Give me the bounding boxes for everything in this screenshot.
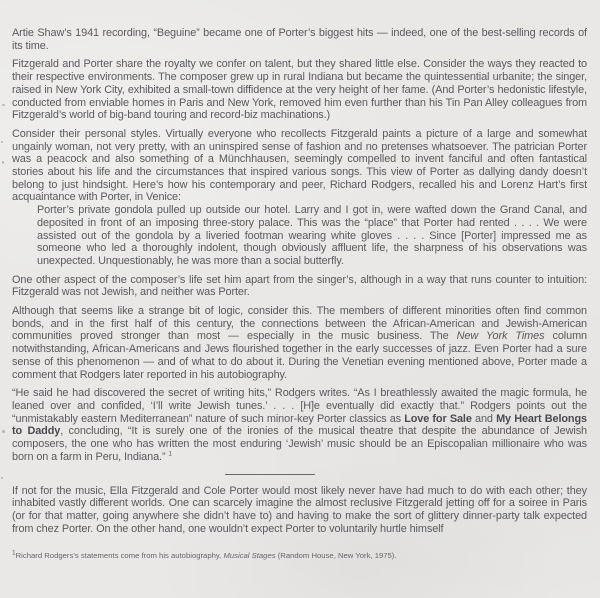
- scan-speck: [1, 477, 3, 479]
- bold-text-run: My Heart Belongs to Daddy: [12, 412, 587, 438]
- body-paragraph: [12, 27, 587, 52]
- scan-speck: [1, 141, 3, 143]
- body-paragraph: [12, 485, 587, 536]
- footnote-marker: 1: [168, 450, 172, 458]
- text-run: column notwithstanding, African-Americans and Jews flourished together in the early successes of jazz. Even Porter had a sure sense of this phenomenon — and of what to do about it. During the Venetian evening mentioned above, Porter made a comment that Rodgers later reported in his autobiography.: [12, 330, 587, 381]
- body-paragraph: [12, 128, 587, 204]
- text-run: Fitzgerald and Porter share the royalty we confer on talent, but they shared little else. Consider the ways they reacted to their respective environments. The composer grew up in rural Indiana but became the quintessential urbanite; the singer, raised in New York City, exhibited a small-town diffidence at the very height of her fame. (And Porter’s hedonistic lifestyle, conducted from enviable homes in Paris and New York, removed him even further than his Tin Pan Alley colleagues from Fitzgerald’s world of big-band touring and record-biz machinations.): [12, 58, 587, 122]
- body-paragraph: [12, 274, 587, 299]
- text-run: “He said he had discovered the secret of writing hits,” Rodgers writes. “As I breathlessly awaited the magic formula, he leaned over and confided, ‘I’ll write Jewish tunes.’ . . . [H]e eventually did exactly that.” Rodgers points out the “unmistakably eastern Mediterranean” nature of such minor-key Porter classics as: [12, 387, 587, 425]
- body-paragraph: [12, 305, 587, 381]
- footnote-marker: 1: [12, 549, 16, 557]
- bold-text-run: Love for Sale: [404, 412, 472, 425]
- body-paragraph: [12, 387, 587, 463]
- section-divider: [225, 474, 315, 475]
- scan-speck: [2, 104, 5, 106]
- text-run: If not for the music, Ella Fitzgerald and Cole Porter would most likely never have had much to do with each other; they inhabited vastly different worlds. One can scarcely imagine the almost reclusive Fitzgerald jetting off for a soiree in Paris (or for that matter, going anywhere she didn’t have to) and having to make the sort of glittery dinner-party talk expected from chez Porter. On the other hand, one wouldn’t expect Porter to voluntarily hurtle himself: [12, 484, 587, 535]
- italic-text-run: Musical Stages: [223, 551, 276, 561]
- text-run: Porter’s private gondola pulled up outside our hotel. Larry and I got in, were wafted down the Grand Canal, and deposited in front of an imposing three-story palace. This was the “place” that Porter had rented . . . . We were assisted out of the gondola by a liveried footman wearing white gloves . . . . Since [Porter] impressed me as someone who led a thoroughly indolent, though obviously affluent life, the sharpness of his observations was unexpected. Unquestionably, he was more than a social butterfly.: [37, 204, 587, 267]
- text-run: and: [471, 412, 497, 425]
- footnote: [12, 551, 587, 560]
- block-quote: [37, 204, 587, 268]
- scan-speck: [2, 161, 4, 164]
- body-paragraph: [12, 58, 587, 122]
- text-run: Although that seems like a strange bit of logic, consider this. The members of different minorities often find common bonds, and in the first half of this century, the connections between the African-American and Jewish-American communities proved stronger than most — especially in the music business. The: [12, 305, 587, 343]
- text-run: (Random House, New York, 1975).: [275, 551, 397, 561]
- text-run: Consider their personal styles. Virtually everyone who recollects Fitzgerald paints a picture of a large and somewhat ungainly woman, not very pretty, with an uninspired sense of fashion and no pretenses whatsoever. The patrician Porter was a peacock and also something of a Münchhausen, seemingly compelled to invent fanciful and often fantastical stories about his life and the circumstances that inspired various songs. This view of Porter as dallying dandy doesn’t belong to just hindsight. Here’s how his contemporary and peer, Richard Rodgers, recalled his and Lorenz Hart’s first acquaintance with Porter, in Venice:: [12, 127, 587, 204]
- text-run: Artie Shaw’s 1941 recording, “Beguine” became one of Porter’s biggest hits — indeed, one of the best-selling records of its time.: [12, 27, 587, 52]
- italic-text-run: New York Times: [456, 330, 545, 343]
- text-run: , concluding, “It is surely one of the ironies of the musical theatre that despite the abundance of Jewish composers, the one who has written the most enduring ‘Jewish’ music should be an Episcopalian millionaire who was born on a farm in Peru, Indiana.”: [12, 425, 587, 463]
- scan-speck: [2, 430, 5, 433]
- text-run: Richard Rodgers’s statements come from his autobiography,: [15, 551, 224, 561]
- text-run: One other aspect of the composer’s life set him apart from the singer’s, although in a way that runs counter to intuition: Fitzgerald was not Jewish, and neither was Porter.: [12, 273, 587, 299]
